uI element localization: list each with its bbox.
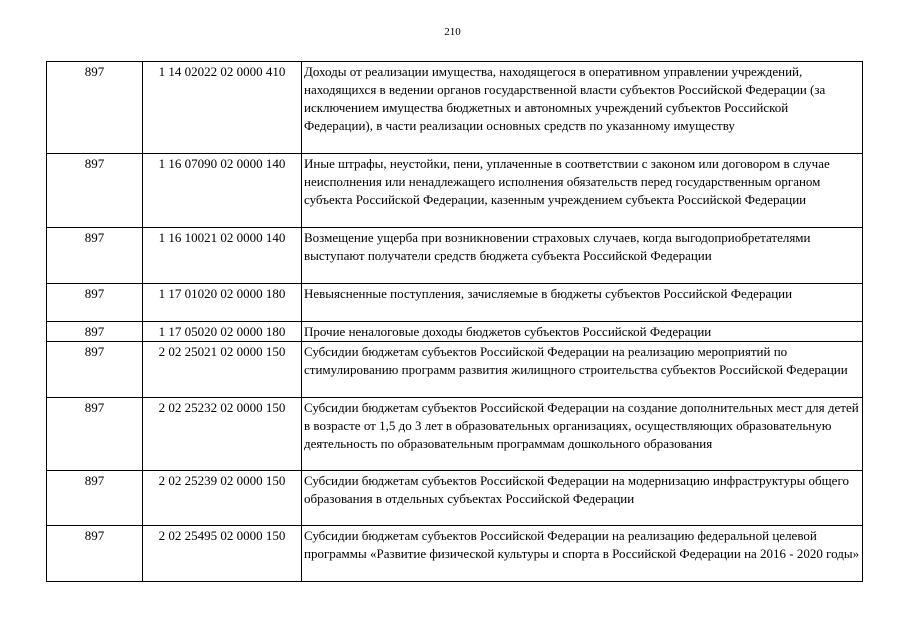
- revenue-name-cell: Субсидии бюджетам субъектов Российской Федерации на реализацию мероприятий по стимулированию программ развития жилищного строительства субъектов Российской Федерации: [302, 342, 863, 398]
- budget-code-cell: 1 17 05020 02 0000 180: [143, 322, 302, 342]
- table-row: [47, 154, 863, 228]
- budget-code-cell: 1 16 10021 02 0000 140: [143, 228, 302, 284]
- admin-code-cell: 897: [47, 526, 143, 582]
- revenue-name-cell: Субсидии бюджетам субъектов Российской Федерации на реализацию федеральной целевой программы «Развитие физической культуры и спорта в Российской Федерации на 2016 - 2020 годы»: [302, 526, 863, 582]
- table-row: [47, 228, 863, 284]
- budget-code-cell: 2 02 25232 02 0000 150: [143, 398, 302, 471]
- admin-code-cell: 897: [47, 62, 143, 154]
- table-row: [47, 526, 863, 582]
- admin-code-cell: 897: [47, 284, 143, 322]
- admin-code-cell: 897: [47, 322, 143, 342]
- table-row: [47, 284, 863, 322]
- page-number: 210: [444, 26, 461, 38]
- revenue-codes-table: [46, 61, 863, 582]
- budget-code-cell: 2 02 25495 02 0000 150: [143, 526, 302, 582]
- table-row: [47, 62, 863, 154]
- revenue-name-cell: Возмещение ущерба при возникновении страховых случаев, когда выгодоприобретателями выступают получатели средств бюджета субъекта Российской Федерации: [302, 228, 863, 284]
- admin-code-cell: 897: [47, 154, 143, 228]
- table-row: [47, 342, 863, 398]
- table-row: [47, 398, 863, 471]
- budget-code-cell: 2 02 25021 02 0000 150: [143, 342, 302, 398]
- budget-code-cell: 2 02 25239 02 0000 150: [143, 471, 302, 526]
- admin-code-cell: 897: [47, 398, 143, 471]
- revenue-name-cell: Субсидии бюджетам субъектов Российской Федерации на создание дополнительных мест для детей в возрасте от 1,5 до 3 лет в образовательных организациях, осуществляющих образовательную деятельность по образовательным программам дошкольного образования: [302, 398, 863, 471]
- budget-code-cell: 1 16 07090 02 0000 140: [143, 154, 302, 228]
- revenue-name-cell: Невыясненные поступления, зачисляемые в бюджеты субъектов Российской Федерации: [302, 284, 863, 322]
- revenue-name-cell: Субсидии бюджетам субъектов Российской Федерации на модернизацию инфраструктуры общего образования в отдельных субъектах Российской Федерации: [302, 471, 863, 526]
- revenue-name-cell: Прочие неналоговые доходы бюджетов субъектов Российской Федерации: [302, 322, 863, 342]
- budget-code-cell: 1 17 01020 02 0000 180: [143, 284, 302, 322]
- table-row: [47, 471, 863, 526]
- admin-code-cell: 897: [47, 471, 143, 526]
- revenue-name-cell: Доходы от реализации имущества, находящегося в оперативном управлении учреждений, находящихся в ведении органов государственной власти субъектов Российской Федерации (за исключением имущества бюджетных и автономных учреждений субъектов Российской Федерации), в части реализации основных средств по указанному имуществу: [302, 62, 863, 154]
- budget-code-cell: 1 14 02022 02 0000 410: [143, 62, 302, 154]
- revenue-name-cell: Иные штрафы, неустойки, пени, уплаченные в соответствии с законом или договором в случае неисполнения или ненадлежащего исполнения обязательств перед государственным органом субъекта Российской Федерации, казенным учреждением субъекта Российской Федерации: [302, 154, 863, 228]
- table-row: [47, 322, 863, 342]
- admin-code-cell: 897: [47, 342, 143, 398]
- admin-code-cell: 897: [47, 228, 143, 284]
